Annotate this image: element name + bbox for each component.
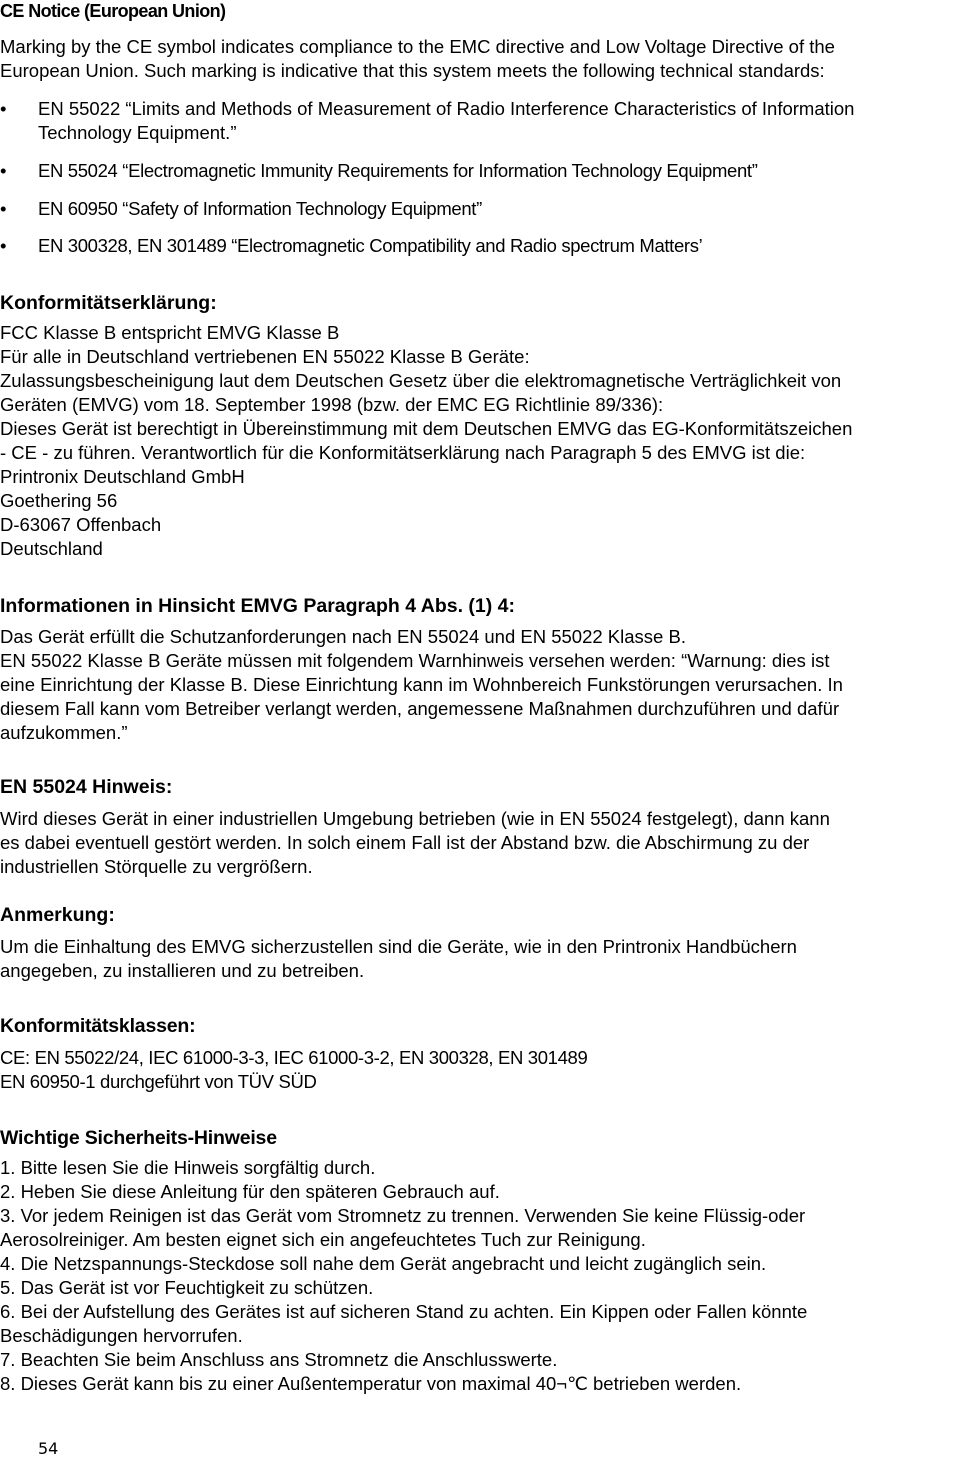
text-line: Dieses Gerät ist berechtigt in Übereinstimmung mit dem Deutschen EMVG das EG-Konformitätszeichen: [0, 418, 853, 439]
address-street: Goethering 56: [0, 490, 118, 511]
text-line: Geräten (EMVG) vom 18. September 1998 (bzw. der EMC EG Richtlinie 89/336):: [0, 394, 664, 415]
section-heading: CE Notice (European Union): [0, 1, 226, 21]
text-line: eine Einrichtung der Klasse B. Diese Einrichtung kann im Wohnbereich Funkstörungen verursachen. In: [0, 674, 843, 695]
bullet-icon: •: [0, 160, 7, 181]
text-line: angegeben, zu installieren und zu betreiben.: [0, 960, 365, 981]
list-item: 5. Das Gerät ist vor Feuchtigkeit zu schützen.: [0, 1277, 374, 1298]
company-name: Printronix Deutschland GmbH: [0, 466, 245, 487]
list-item-continuation: Beschädigungen hervorrufen.: [0, 1325, 243, 1346]
paragraph: [0, 35, 835, 83]
text-line: Marking by the CE symbol indicates compliance to the EMC directive and Low Voltage Directive of the: [0, 36, 835, 57]
address-city: D-63067 Offenbach: [0, 514, 162, 535]
text-line: EN 60950-1 durchgeführt von TÜV SÜD: [0, 1071, 317, 1092]
section-heading: Anmerkung:: [0, 904, 115, 926]
section-heading: Konformitätserklärung:: [0, 292, 217, 314]
text-line: aufzukommen.”: [0, 722, 128, 743]
text-line: FCC Klasse B entspricht EMVG Klasse B: [0, 322, 340, 343]
text-line: industriellen Störquelle zu vergrößern.: [0, 856, 313, 877]
text-line: Um die Einhaltung des EMVG sicherzustellen sind die Geräte, wie in den Printronix Handbüchern: [0, 936, 797, 957]
text-line: EN 55022 “Limits and Methods of Measurement of Radio Interference Characteristics of Information: [38, 98, 855, 119]
paragraph: [0, 807, 830, 879]
text-line: Technology Equipment.”: [38, 122, 237, 143]
text-line: Für alle in Deutschland vertriebenen EN 55022 Klasse B Geräte:: [0, 346, 530, 367]
bullet-icon: •: [0, 98, 7, 119]
text-line: Wird dieses Gerät in einer industriellen Umgebung betrieben (wie in EN 55024 festgelegt), dann kann: [0, 808, 830, 829]
text-line: CE: EN 55022/24, IEC 61000-3-3, IEC 61000-3-2, EN 300328, EN 301489: [0, 1047, 588, 1068]
numbered-list: [0, 1156, 807, 1396]
bullet-icon: •: [0, 235, 7, 256]
address-country: Deutschland: [0, 538, 103, 559]
text-line: EN 300328, EN 301489 “Electromagnetic Compatibility and Radio spectrum Matters’: [38, 235, 703, 256]
text-line: EN 55022 Klasse B Geräte müssen mit folgendem Warnhinweis versehen werden: “Warnung: dies ist: [0, 650, 830, 671]
list-item-continuation: Aerosolreiniger. Am besten eignet sich ein angefeuchtetes Tuch zur Reinigung.: [0, 1229, 646, 1250]
paragraph: [0, 321, 852, 561]
section-heading: Informationen in Hinsicht EMVG Paragraph 4 Abs. (1) 4:: [0, 595, 516, 617]
list-item: 1. Bitte lesen Sie die Hinweis sorgfältig durch.: [0, 1157, 376, 1178]
paragraph: [0, 1046, 587, 1094]
section-heading: EN 55024 Hinweis:: [0, 776, 173, 798]
list-item: 7. Beachten Sie beim Anschluss ans Stromnetz die Anschlusswerte.: [0, 1349, 558, 1370]
list-item: 6. Bei der Aufstellung des Gerätes ist auf sicheren Stand zu achten. Ein Kippen oder Fallen könnte: [0, 1301, 808, 1322]
paragraph: [0, 625, 843, 745]
text-line: EN 55024 “Electromagnetic Immunity Requirements for Information Technology Equipment”: [38, 160, 758, 181]
section-heading: Wichtige Sicherheits-Hinweise: [0, 1127, 277, 1149]
section-heading: Konformitätsklassen:: [0, 1015, 196, 1037]
list-item: 4. Die Netzspannungs-Steckdose soll nahe dem Gerät angebracht und leicht zugänglich sein.: [0, 1253, 767, 1274]
text-line: - CE - zu führen. Verantwortlich für die Konformitätserklärung nach Paragraph 5 des EMVG ist die:: [0, 442, 806, 463]
text-line: diesem Fall kann vom Betreiber verlangt werden, angemessene Maßnahmen durchzuführen und dafür: [0, 698, 840, 719]
text-line: European Union. Such marking is indicative that this system meets the following technical standards:: [0, 60, 825, 81]
paragraph: [0, 935, 797, 983]
list-item: 8. Dieses Gerät kann bis zu einer Außentemperatur von maximal 40¬℃ betrieben werden.: [0, 1373, 742, 1394]
text-line: Das Gerät erfüllt die Schutzanforderungen nach EN 55024 und EN 55022 Klasse B.: [0, 626, 686, 647]
page-number: 54: [38, 1439, 59, 1458]
text-line: Zulassungsbescheinigung laut dem Deutschen Gesetz über die elektromagnetische Verträglichkeit von: [0, 370, 842, 391]
text-line: EN 60950 “Safety of Information Technology Equipment”: [38, 198, 482, 219]
bullet-icon: •: [0, 198, 7, 219]
list-item: 3. Vor jedem Reinigen ist das Gerät vom Stromnetz zu trennen. Verwenden Sie keine Flüssig-oder: [0, 1205, 806, 1226]
text-line: es dabei eventuell gestört werden. In solch einem Fall ist der Abstand bzw. die Abschirmung zu der: [0, 832, 810, 853]
list-item: 2. Heben Sie diese Anleitung für den späteren Gebrauch auf.: [0, 1181, 500, 1202]
